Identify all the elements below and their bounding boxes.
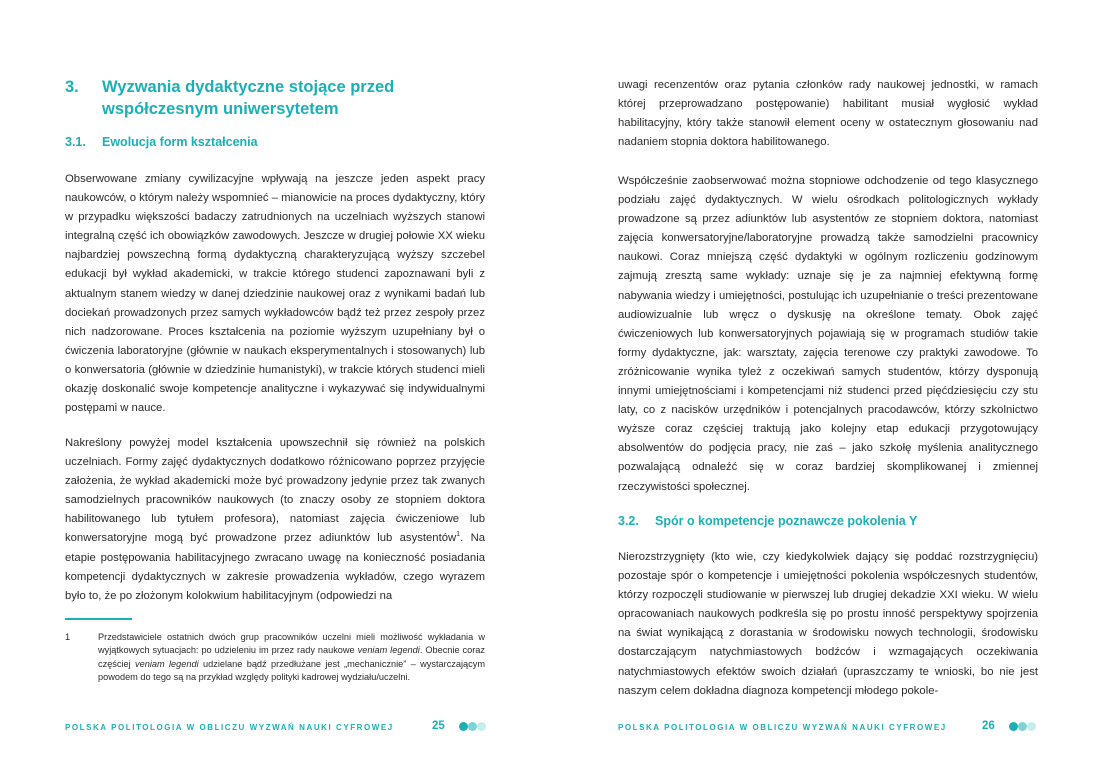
paragraph-text: . Na etapie postępowania habilitacyjnego zwracano uwagę na konieczność posiadania kompetencji dydaktycznych w zakresie prowadzenia wykładów, czego wyrazem było to, że po złożonym kolokwium habilitacyjnym (odpowiedzi na bbox=[65, 532, 486, 602]
footnote-emphasis: veniam legendi bbox=[135, 658, 199, 669]
footnote-text-part: Przedstawiciele ostatnich dwóch grup pracowników uczelni mieli możliwość wykładania w wyjątkowych sytuacjach: po udzieleniu im przez rady naukowe bbox=[98, 632, 485, 656]
page-dots-icon bbox=[1009, 722, 1039, 732]
section-heading-3-1 bbox=[65, 134, 485, 150]
section-number: 3.1. bbox=[65, 135, 86, 149]
body-paragraph: Obserwowane zmiany cywilizacyjne wpływają na jeszcze jeden aspekt pracy naukowców, o którym należy wspomnieć – mianowicie na proces dydaktyczny, który w przypadku większości badaczy zatrudnionych na uczelniach wyższych stanowi integralną część ich obowiązków zawodowych. Jeszcze w drugiej połowie XX wieku najbardziej powszechną formą dydaktyczną charakteryzującą wyższy szczebel edukacji był wykład akademicki, w trakcie którego studenci zapoznawani byli z aktualnym stanem wiedzy w danej dziedzinie naukowej oraz z wynikami badań lub dociekań prowadzonych przez samych wykładowców bądź też przez zespoły przez nich nadzorowane. Proces kształcenia na poziomie wyższym uzupełniany był o ćwiczenia laboratoryjne (głównie w naukach eksperymentalnych i stosowanych) lub o konwersatoria (głównie w dziedzinie humanistyki), w trakcie których studenci mieli okazję doskonalić swoje kompetencje analityczne i wykazywać się indywidualnymi postępami w nauce. bbox=[65, 173, 485, 415]
section-title: Ewolucja form kształcenia bbox=[102, 135, 258, 149]
footnote-text-part: . Obecnie coraz częściej bbox=[98, 645, 485, 669]
section-heading-3-2 bbox=[618, 513, 1038, 529]
body-paragraph: uwagi recenzentów oraz pytania członków rady naukowej jednostki, w ramach której przeprowadzano postępowanie) habilitant musiał wygłosić wykład habilitacyjny, który także stanowił element oceny w ostatecznym głosowaniu nad nadaniem stopnia doktora habilitowanego. bbox=[618, 79, 1038, 149]
section-title: Spór o kompetencje poznawcze pokolenia Y bbox=[655, 514, 918, 528]
footnote-emphasis: veniam legendi bbox=[357, 645, 420, 656]
dot-icon bbox=[1027, 722, 1036, 731]
dot-icon bbox=[1009, 722, 1018, 731]
dot-icon bbox=[459, 722, 468, 731]
page-number: 26 bbox=[982, 720, 995, 732]
chapter-title: Wyzwania dydaktyczne stojące przed współczesnym uniwersytetem bbox=[102, 78, 395, 118]
page-number: 25 bbox=[432, 720, 445, 732]
footnote-number: 1 bbox=[65, 632, 71, 642]
footnote-divider bbox=[65, 618, 132, 620]
body-paragraph bbox=[65, 434, 485, 606]
footnote bbox=[65, 631, 485, 685]
dot-icon bbox=[468, 722, 477, 731]
footnote-text-part: udzielane bądź przedłużane jest „mechanicznie” – wystarczającym powodem do tego są na przykład względy polityki kadrowej wydziału/uczelni. bbox=[98, 658, 485, 683]
body-paragraph: Współcześnie zaobserwować można stopniowe odchodzenie od tego klasycznego podziału zajęć dydaktycznych. W wielu ośrodkach politologicznych wykłady prowadzone są przez adiunktów lub asystentów ze stopniem doktora, natomiast zajęcia konwersatoryjne/laboratoryjne prowadzą także samodzielni pracownicy naukowi. Coraz mniejszą część dydaktyki w ogólnym rozliczeniu godzinowym zajmują zresztą same wykłady: uznaje się je za najmniej efektywną formę nabywania wiedzy i umiejętności, postulując ich uzupełnianie o treści prezentowane audiowizualnie lub wręcz o dyskusję na określone tematy. Obok zajęć ćwiczeniowych lub konwersatoryjnych pojawiają się w programach studiów takie formy dydaktyczne, jak: warsztaty, zajęcia terenowe czy praktyki zawodowe. To zróżnicowanie wynika tyleż z oczekiwań samych studentów, którzy dysponują innymi umiejętnościami i kompetencjami niż studenci przed pięćdziesięciu czy stu laty, co z nacisków urzędników i potencjalnych pracodawców, którzy szkolnictwo wyższe coraz częściej traktują jako kolejny etap edukacji przygotowujący absolwentów do podjęcia pracy, nie zaś – jako szkołę myślenia analitycznego pozwalającą odnaleźć się w coraz bardziej skomplikowanej i zmiennej rzeczywistości społecznej. bbox=[618, 175, 1038, 493]
running-footer: POLSKA POLITOLOGIA W OBLICZU WYZWAŃ NAUKI CYFROWEJ bbox=[618, 723, 947, 732]
footnote-reference[interactable]: 1 bbox=[456, 531, 461, 539]
body-paragraph: Nierozstrzygnięty (kto wie, czy kiedykolwiek dający się poddać rozstrzygnięciu) pozostaje spór o kompetencje i umiejętności pokolenia współczesnych studentów, którzy rozpoczęli studiowanie w pierwszej lub drugiej dekadzie XXI wieku. W wielu opracowaniach naukowych podkreśla się po prostu inność perspektywy spojrzenia na świat wynikającą z dorastania w środowisku nowych technologii, środowisku dostarczającym natychmiastowych bodźców i wzmagających oczekiwania natychmiastowych efektów swoich działań (upraszczamy te wnioski, bo nie jest naszym celem dokładna diagnoza kompetencji młodego pokole- bbox=[618, 551, 1038, 697]
dot-icon bbox=[1018, 722, 1027, 731]
chapter-number: 3. bbox=[65, 78, 79, 96]
paragraph-text: Nakreślony powyżej model kształcenia upowszechnił się również na polskich uczelniach. Formy zajęć dydaktycznych dodatkowo różnicowano poprzez przyjęcie założenia, że wykład akademicki może być prowadzony jedynie przez tak zwanych samodzielnych pracowników naukowych (to znaczy osoby ze stopniem doktora habilitowanego lub tytułem profesora), natomiast zajęcia ćwiczeniowe lub konwersatoryjne mogą być prowadzone przez adiunktów lub asystentów bbox=[65, 437, 485, 545]
dot-icon bbox=[477, 722, 486, 731]
running-footer: POLSKA POLITOLOGIA W OBLICZU WYZWAŃ NAUKI CYFROWEJ bbox=[65, 723, 394, 732]
page-dots-icon bbox=[459, 722, 489, 732]
chapter-heading bbox=[65, 76, 495, 120]
section-number: 3.2. bbox=[618, 514, 639, 528]
right-page bbox=[550, 0, 1100, 778]
footnote-text bbox=[98, 631, 485, 685]
